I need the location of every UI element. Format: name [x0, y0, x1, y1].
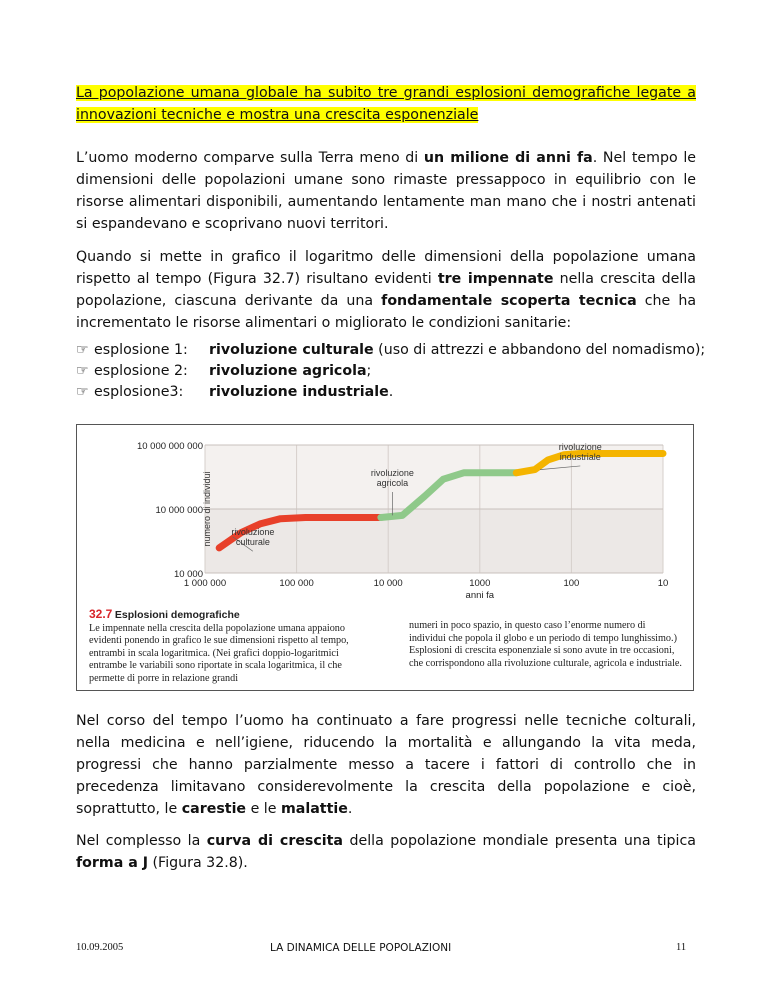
pointing-hand-icon: ☞	[76, 342, 89, 358]
p4-bold-1: curva di crescita	[206, 833, 344, 849]
paragraph-1	[76, 147, 696, 235]
p4-text-e: (Figura 32.8).	[148, 855, 248, 871]
heading-text: La popolazione umana globale ha subito tre grandi esplosioni demografiche legate a innovazioni tecniche e mostra una crescita esponenziale	[76, 85, 696, 123]
list-item	[76, 340, 705, 361]
caption-left-text: Le impennate nella crescita della popolazione umana appaiono evidenti ponendo in grafico le sue dimensioni rispetto al tempo, entrambi in scala logaritmica. (Nei grafici doppio-logaritmici entrambe le variabili sono riportate in scala logaritmica, il che permette di porre in relazione grandi	[89, 622, 349, 684]
figure-number: 32.7	[89, 607, 113, 621]
paragraph-3	[76, 710, 696, 820]
paragraph-4	[76, 830, 696, 874]
p1-text-a: L’uomo moderno comparve sulla Terra meno di	[76, 150, 424, 166]
p3-bold-2: malattie	[281, 801, 348, 817]
x-axis-title: anni fa	[465, 590, 495, 601]
annotation-label: rivoluzione	[558, 441, 602, 452]
p2-bold-1: tre impennate	[437, 271, 554, 287]
p1-bold: un milione di anni fa	[423, 150, 593, 166]
annotation-label: rivoluzione	[231, 527, 275, 538]
bullet-list	[76, 340, 705, 403]
p4-text-c: della popolazione mondiale presenta una tipica	[343, 833, 696, 849]
p4-text-a: Nel complesso la	[76, 833, 207, 849]
y-axis-title: numero di individui	[202, 471, 212, 547]
paragraph-2	[76, 246, 696, 334]
bullet-bold: rivoluzione agricola	[209, 363, 367, 379]
annotation-label: culturale	[235, 537, 270, 548]
bullet-bold: rivoluzione industriale	[209, 384, 389, 400]
p3-text-e: .	[347, 801, 353, 817]
x-tick-label: 1 000 000	[183, 578, 227, 589]
x-tick-label: 1000	[469, 578, 491, 589]
caption-right-text: numeri in poco spazio, in questo caso l’enorme numero di individui che popola il globo e un periodo di tempo lunghissimo.) Esplosioni di crescita esponenziale si sono avute in tre occasioni, che corrispondono alla rivoluzione culturale, agricola e industriale.	[409, 620, 682, 669]
figure-caption-left	[89, 608, 379, 685]
annotation-label: rivoluzione	[370, 467, 414, 478]
annotation-label: industriale	[559, 451, 601, 462]
p3-bold-1: carestie	[181, 801, 247, 817]
p2-text-e: che ha incrementato le risorse alimentari o migliorato le condizioni sanitarie:	[76, 293, 697, 331]
bullet-rest: ;	[366, 363, 372, 379]
bullet-rest: .	[388, 384, 394, 400]
y-tick-label: 10 000	[173, 569, 203, 580]
p3-text-c: e le	[246, 801, 281, 817]
footer-title: LA DINAMICA DELLE POPOLAZIONI	[270, 942, 452, 954]
bullet-rest: (uso di attrezzi e abbandono del nomadismo);	[373, 342, 706, 358]
x-tick-label: 100	[563, 578, 580, 589]
bullet-bold: rivoluzione culturale	[209, 342, 374, 358]
bullet-label: esplosione3:	[94, 384, 184, 400]
x-tick-label: 100 000	[279, 578, 314, 589]
figure-title: Esplosioni demografiche	[114, 609, 240, 621]
footer-page-number: 11	[676, 942, 687, 953]
p2-text-a: Quando si mette in grafico il logaritmo delle dimensioni della popolazione umana rispetto al tempo (Figura 32.7) risultano evidenti	[76, 249, 696, 287]
footer-date: 10.09.2005	[76, 942, 124, 953]
p1-text-c: . Nel tempo le dimensioni delle popolazioni umane sono rimaste pressappoco in equilibrio con le risorse alimentari disponibili, aumentando lentamente man mano che i nostri antenati si espandevano e scoprivano nuovi territori.	[76, 150, 697, 232]
y-tick-label: 10 000 000	[155, 505, 203, 516]
pointing-hand-icon: ☞	[76, 384, 89, 400]
p2-text-c: nella crescita della popolazione, ciascuna derivante da una	[76, 271, 696, 309]
p4-bold-2: forma a J	[76, 855, 149, 871]
annotation-label: agricola	[376, 477, 409, 488]
pointing-hand-icon: ☞	[76, 363, 89, 379]
section-heading	[76, 82, 696, 126]
list-item	[76, 361, 705, 382]
figure-caption-right	[409, 620, 684, 670]
p2-bold-2: fondamentale scoperta tecnica	[381, 293, 637, 309]
bullet-label: esplosione 1:	[94, 342, 188, 358]
figure-32-7	[76, 424, 694, 691]
y-tick-label: 10 000 000 000	[136, 441, 203, 452]
x-tick-label: 10	[657, 578, 669, 589]
p3-text-a: Nel corso del tempo l’uomo ha continuato a fare progressi nelle tecniche colturali, nella medicina e nell’igiene, riducendo la mortalità e allungando la vita meda, progressi che hanno parzialmente messo a tacere i fattori di controllo che in precedenza limitavano considerevolmente la crescita della popolazione e cioè, soprattutto, le	[76, 713, 696, 817]
x-tick-label: 10 000	[373, 578, 403, 589]
bullet-label: esplosione 2:	[94, 363, 188, 379]
list-item	[76, 382, 705, 403]
